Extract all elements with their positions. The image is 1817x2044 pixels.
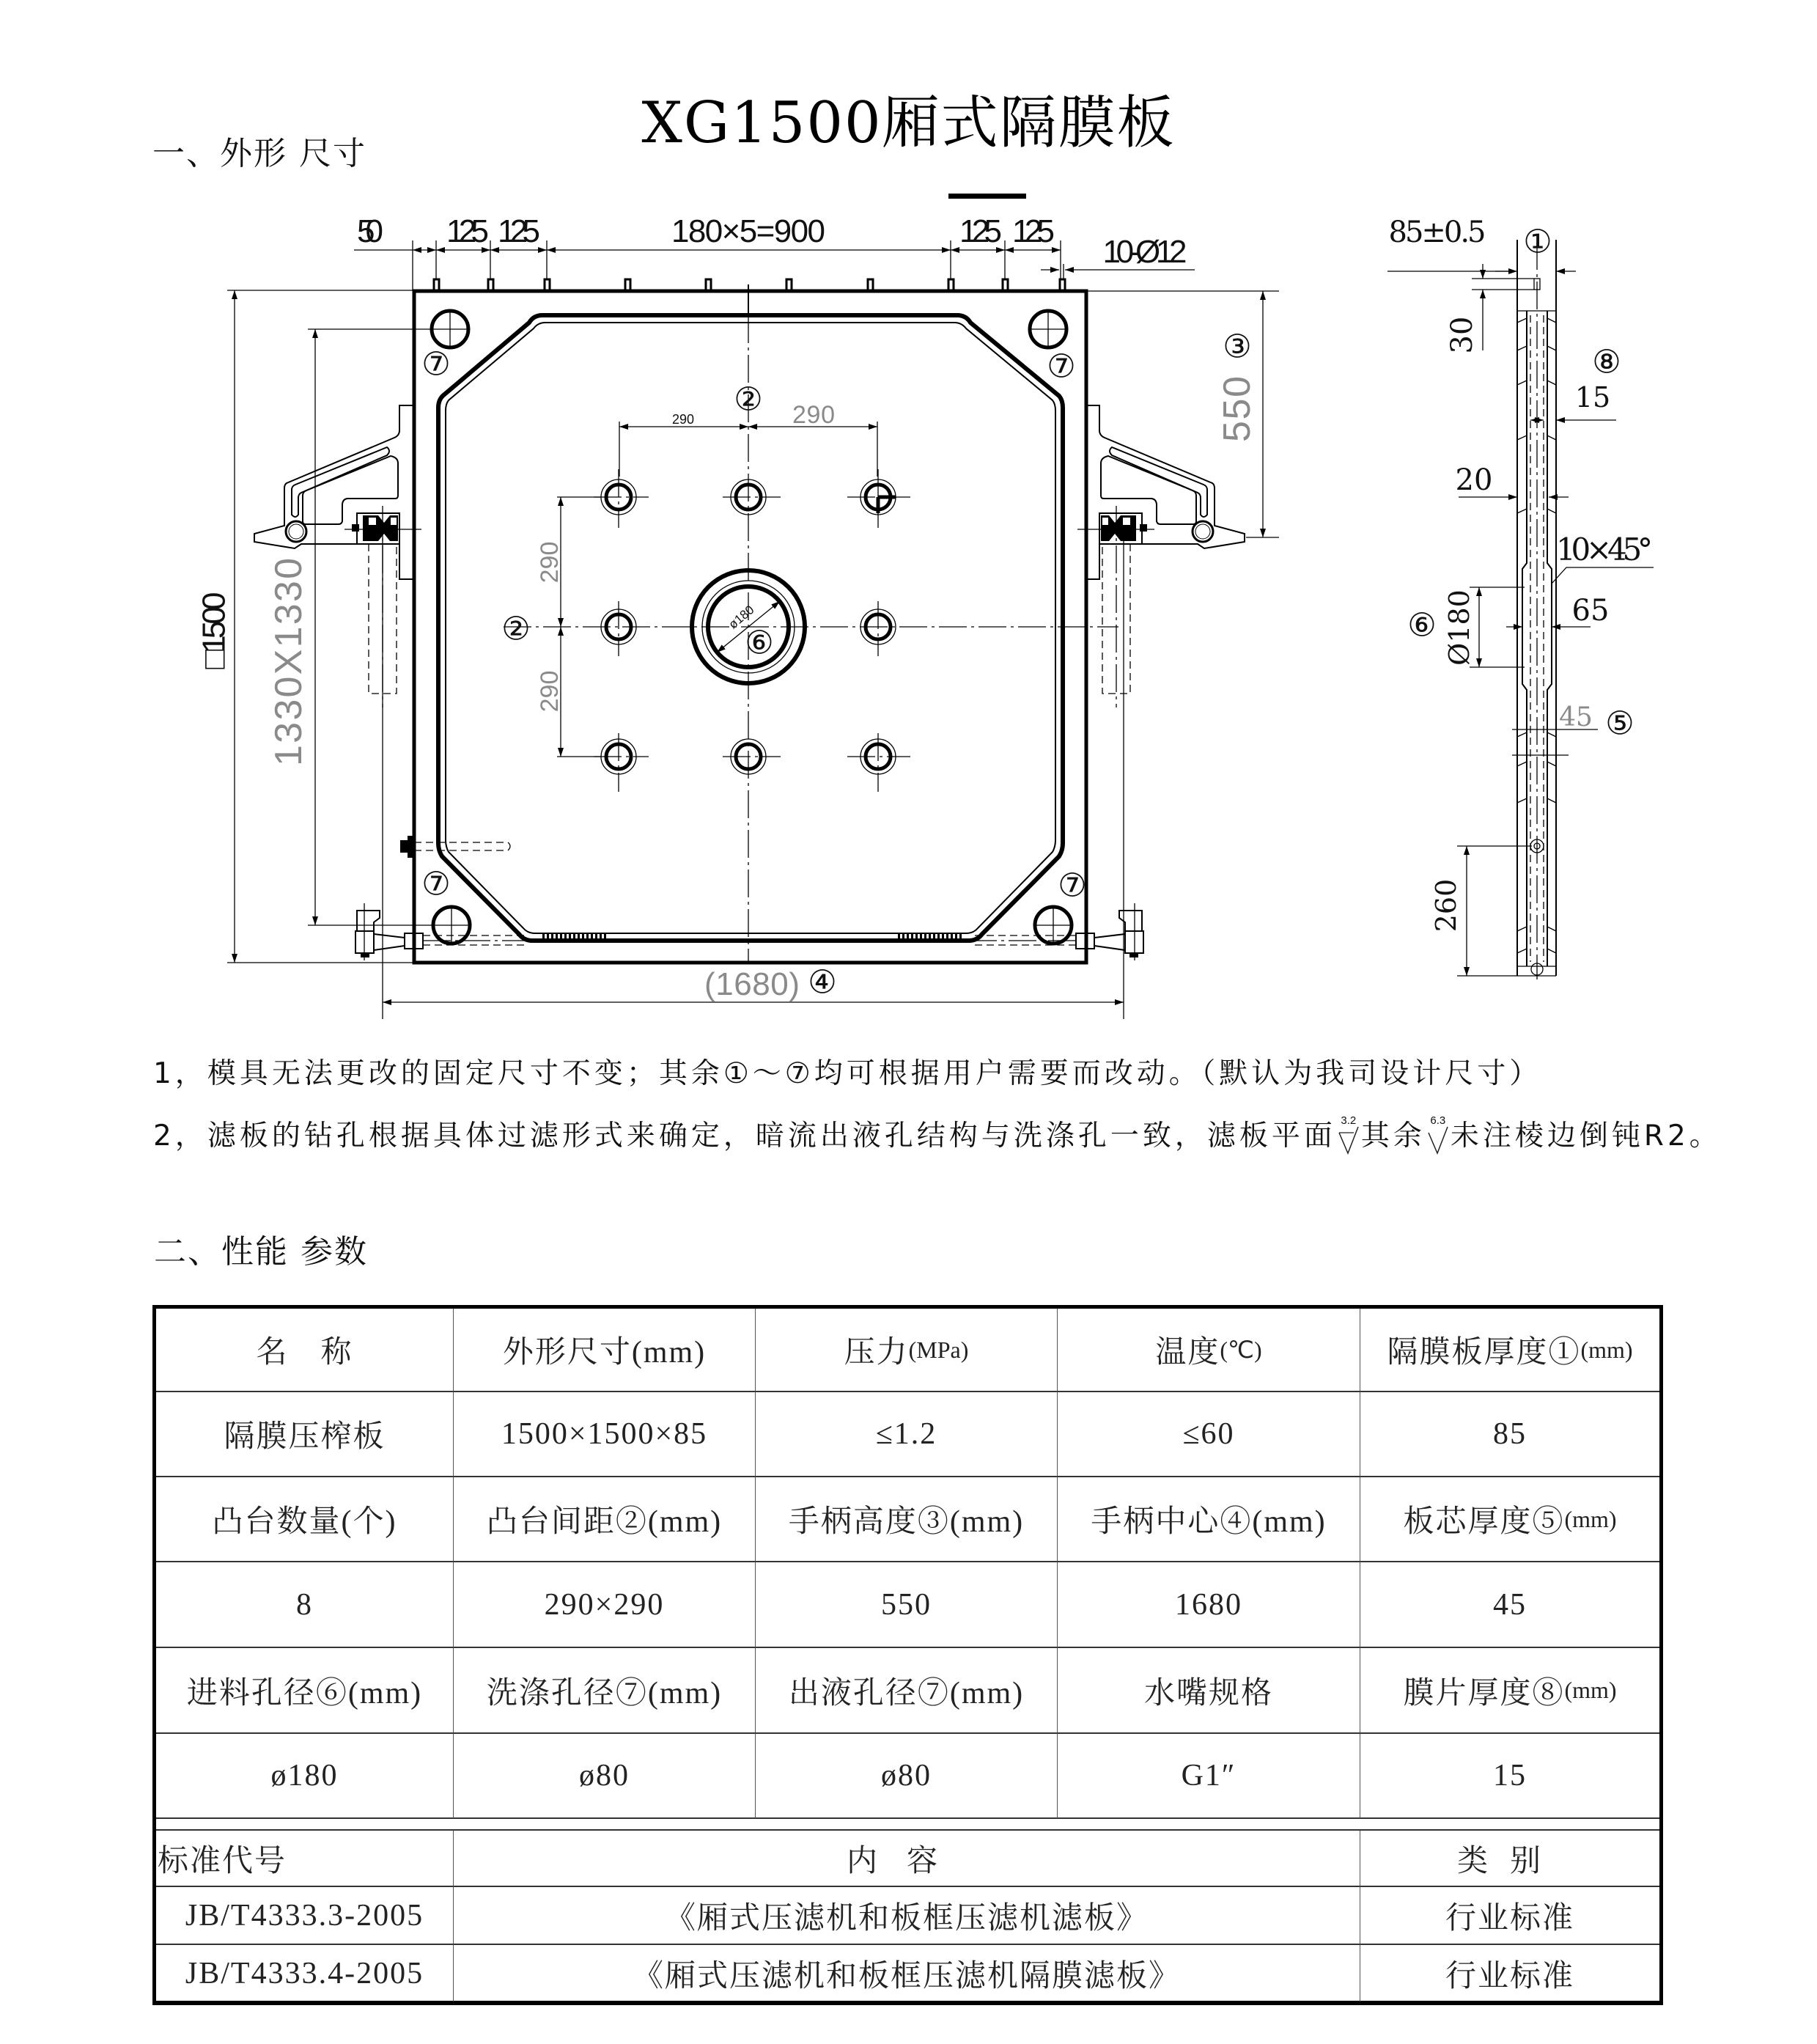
roughness-symbol-other bbox=[1427, 1114, 1449, 1156]
standards-code: JB/T4333.4-2005 bbox=[156, 1945, 454, 2001]
feed-dia-label: ø180 bbox=[726, 603, 757, 632]
handle-center-label: (1680) bbox=[704, 966, 800, 1002]
roughness-symbol-plane bbox=[1338, 1114, 1360, 1156]
callout-3: ③ bbox=[1223, 328, 1252, 366]
note-2-text-a: 2，滤板的钻孔根据具体过滤形式来确定，暗流出液孔结构与洗涤孔一致，滤板平面 bbox=[153, 1120, 1336, 1152]
bottom-offset-label: 260 bbox=[1430, 878, 1462, 933]
pitch-h-small: 290 bbox=[671, 412, 695, 427]
page-title: XG1500厢式隔膜板 bbox=[641, 90, 1176, 156]
table-value-cell: ø180 bbox=[156, 1734, 454, 1819]
side-view bbox=[1387, 216, 1654, 979]
table-value-cell: 1680 bbox=[1058, 1562, 1360, 1648]
table-value-cell: 15 bbox=[1360, 1734, 1659, 1819]
core-label: 45 bbox=[1559, 702, 1593, 732]
table-value-cell: ≤1.2 bbox=[756, 1392, 1058, 1477]
note-2-text-b: 其余 bbox=[1360, 1120, 1426, 1152]
table-header-cell: 进料孔径⑥(mm) bbox=[156, 1648, 454, 1734]
pitch-v1: 290 bbox=[536, 541, 564, 584]
callout-4: ④ bbox=[808, 963, 837, 1001]
standards-code: JB/T4333.3-2005 bbox=[156, 1887, 454, 1945]
callout-5: ⑤ bbox=[1605, 705, 1634, 743]
note-2 bbox=[153, 1114, 1722, 1156]
standards-header-content: 内容 bbox=[454, 1831, 1360, 1887]
standards-header-code: 标准代号 bbox=[156, 1831, 454, 1887]
hub-label: 65 bbox=[1571, 594, 1610, 628]
table-value-cell: 45 bbox=[1360, 1562, 1659, 1648]
dim-125-b: 125 bbox=[498, 213, 540, 249]
handle-height-label: 550 bbox=[1216, 376, 1258, 442]
callout-7-top-left: ⑦ bbox=[421, 345, 451, 383]
table-header-cell: 板芯厚度⑤ (mm) bbox=[1360, 1477, 1659, 1562]
table-value-cell: 550 bbox=[756, 1562, 1058, 1648]
dim-125-d: 125 bbox=[1012, 213, 1055, 249]
section-heading-performance: 二、性能 参数 bbox=[154, 1233, 368, 1271]
spec-table bbox=[152, 1305, 1663, 2005]
dim-50: 50 bbox=[357, 213, 383, 249]
roughness-value-plane: 3.2 bbox=[1341, 1114, 1357, 1127]
table-header-cell: 水嘴规格 bbox=[1058, 1648, 1360, 1734]
callout-7-bottom-right: ⑦ bbox=[1058, 867, 1087, 905]
side-fitting bbox=[400, 836, 510, 858]
outer-size-label: □1500 bbox=[196, 592, 232, 669]
inner-size-label: 1330X1330 bbox=[268, 558, 310, 766]
note-2-text-c: 未注棱边倒钝R2。 bbox=[1450, 1120, 1722, 1152]
standards-category: 行业标准 bbox=[1445, 1959, 1574, 1993]
table-header-cell: 外形尺寸(mm) bbox=[454, 1309, 756, 1392]
table-header-cell: 膜片厚度⑧ (mm) bbox=[1360, 1648, 1659, 1734]
table-value-cell: ø80 bbox=[454, 1734, 756, 1819]
table-header-cell: 手柄中心④(mm) bbox=[1058, 1477, 1360, 1562]
side-feed-label: Ø180 bbox=[1443, 589, 1475, 666]
callout-2-left: ② bbox=[501, 610, 531, 648]
handle-right bbox=[975, 405, 1245, 960]
standards-grid bbox=[156, 1829, 1659, 2001]
table-header-cell: 手柄高度③(mm) bbox=[756, 1477, 1058, 1562]
note-1-text: 1，模具无法更改的固定尺寸不变；其余①～⑦均可根据用户需要而改动。（默认为我司设计尺寸） bbox=[153, 1057, 1542, 1090]
table-value-cell: 290×290 bbox=[454, 1562, 756, 1648]
dim-holes-spec: 10-Ø12 bbox=[1102, 234, 1187, 270]
callout-7-bottom-left: ⑦ bbox=[421, 865, 451, 903]
table-header-cell: 洗涤孔径⑦(mm) bbox=[454, 1648, 756, 1734]
membrane-label: 15 bbox=[1574, 381, 1611, 413]
d20-label: 20 bbox=[1455, 463, 1493, 497]
table-value-cell: 85 bbox=[1360, 1392, 1659, 1477]
roughness-value-other: 6.3 bbox=[1430, 1114, 1446, 1127]
table-header-cell: 隔膜板厚度① (mm) bbox=[1360, 1309, 1659, 1392]
dim-125-c: 125 bbox=[959, 213, 1002, 249]
standards-category: 行业标准 bbox=[1360, 1887, 1659, 1945]
table-value-cell: ≤60 bbox=[1058, 1392, 1360, 1477]
callout-2-top: ② bbox=[734, 381, 763, 419]
section-heading-dimensions: 一、外形 尺寸 bbox=[152, 135, 366, 172]
table-header-cell: 出液孔径⑦(mm) bbox=[756, 1648, 1058, 1734]
nozzle-offset-label: 30 bbox=[1445, 316, 1479, 354]
table-divider bbox=[156, 1819, 1659, 1829]
thickness-label: 85±0.5 bbox=[1388, 216, 1486, 249]
standards-header-category: 类别 bbox=[1360, 1831, 1659, 1887]
standards-content: 《厢式压滤机和板框压滤机滤板》 bbox=[454, 1887, 1360, 1945]
top-dimension-chain bbox=[354, 213, 1195, 291]
pitch-dimensions bbox=[536, 401, 877, 757]
table-header-cell: 凸台数量(个) bbox=[156, 1477, 454, 1562]
table-header-cell: 凸台间距②(mm) bbox=[454, 1477, 756, 1562]
callout-6: ⑥ bbox=[745, 624, 774, 662]
table-value-cell: ø80 bbox=[756, 1734, 1058, 1819]
callout-1: ① bbox=[1523, 223, 1552, 261]
callout-7-top-right: ⑦ bbox=[1047, 348, 1076, 386]
pitch-h: 290 bbox=[792, 401, 835, 429]
handle-height-dimension bbox=[1086, 291, 1279, 537]
table-header-cell: 名 称 bbox=[156, 1309, 454, 1392]
table-value-cell: 隔膜压榨板 bbox=[156, 1392, 454, 1477]
callout-8: ⑧ bbox=[1592, 343, 1621, 381]
table-value-cell: G1″ bbox=[1058, 1734, 1360, 1819]
pitch-v2: 290 bbox=[536, 670, 564, 713]
title-bar bbox=[948, 194, 1026, 199]
note-1 bbox=[153, 1056, 1541, 1092]
table-header-cell: 压力 (MPa) bbox=[756, 1309, 1058, 1392]
table-value-cell: 8 bbox=[156, 1562, 454, 1648]
table-header-cell: 温度 (℃) bbox=[1058, 1309, 1360, 1392]
left-dimensions bbox=[196, 290, 435, 963]
dim-125-a: 125 bbox=[446, 213, 489, 249]
chamfer-label: 10×45° bbox=[1556, 532, 1653, 567]
standards-content: 《厢式压滤机和板框压滤机隔膜滤板》 bbox=[454, 1945, 1360, 2001]
spec-grid bbox=[156, 1309, 1659, 1819]
table-value-cell: 1500×1500×85 bbox=[454, 1392, 756, 1477]
dim-900: 180×5=900 bbox=[671, 213, 825, 249]
callout-6-side: ⑥ bbox=[1407, 606, 1437, 644]
